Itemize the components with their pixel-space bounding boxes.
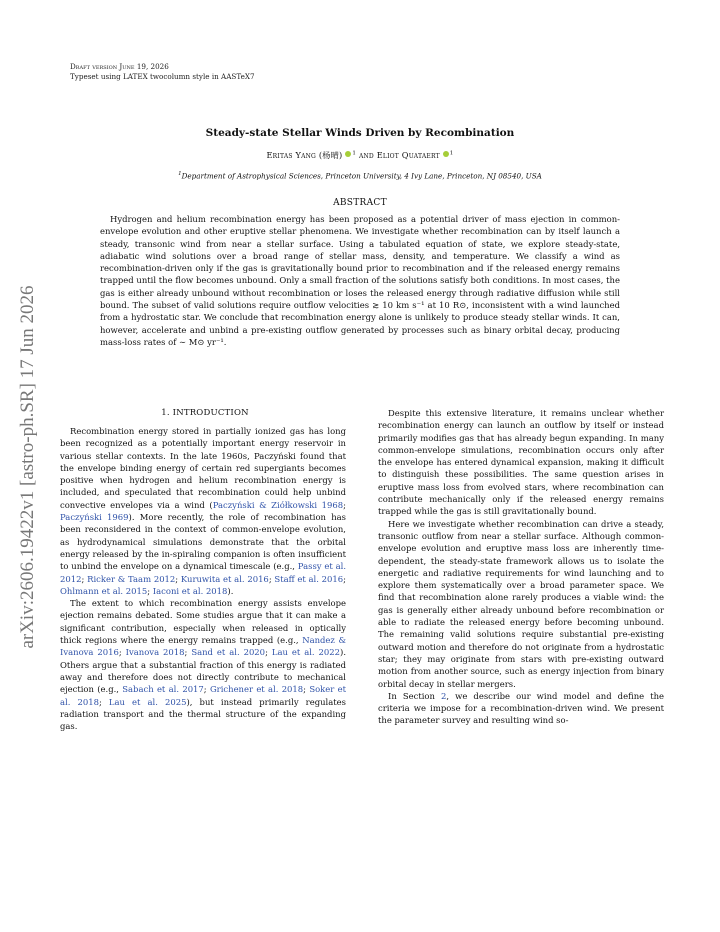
draft-version-line: Draft version June 19, 2026 (70, 62, 169, 71)
citation-link[interactable]: Lau et al. 2025 (108, 696, 187, 707)
abstract-heading: ABSTRACT (333, 198, 387, 208)
paragraph: The extent to which recombination energy assists envelope ejection remains debated. Some studies argue that it can make a significant contribution, especially when released in optically thick regions where the energy remains trapped (e.g., Nandez & Ivanova 2016; Ivanova 2018; Sand et al. 2020; Lau et al. 2022). Others argue that a substantial fraction of this energy is radiated away and therefore does not directly contribute to mechanical ejection (e.g., Sabach et al. 2017; Grichener et al. 2018; Soker et al. 2018; Lau et al. 2025), but instead primarily regulates radiation transport and the thermal structure of the expanding gas. (60, 598, 347, 732)
citation-link[interactable]: Grichener et al. 2018 (209, 684, 304, 695)
paragraph: Here we investigate whether recombination can drive a steady, transonic outflow from near a stellar surface. Although common-envelope evolution and eruptive mass loss are inherently time-dependent, the steady-state framework allows us to isolate the energetic and radiative requirements for wind launching and to explore them systematically over a broad parameter space. We find that recombination alone rarely produces a viable wind: the gas is generally either already unbound before recombination or able to radiate the released energy before becoming unbound. The remaining valid solutions require substantial pre-existing outward motion and therefore do not originate from a hydrostatic star; they may originate from stars with pre-existing outward motion from another source, such as energy injection from binary orbital decay in stellar mergers. (378, 518, 664, 689)
citation-link[interactable]: Ivanova 2018 (125, 647, 185, 658)
author-1: Eritas Yang (杨晴) (266, 150, 343, 160)
author-2: Eliot Quataert (376, 150, 440, 160)
section-heading: 1. INTRODUCTION (161, 408, 249, 418)
citation-link[interactable]: Nandez & Ivanova 2016 (60, 635, 346, 658)
abstract-body: Hydrogen and helium recombination energy has been proposed as a potential driver of mass ejection in common-envelope evolution and other eruptive stellar phenomena. We investigate whether recombination can by itself launch a steady, transonic wind from near a stellar surface. Using a tabulated equation of state, we explore steady-state, adiabatic wind solutions over a broad range of stellar mass, density, and temperature. We classify a wind as recombination-driven only if the gas is gravitationally bound prior to recombination and if the released energy remains trapped until the flow becomes unbound. Only a small fraction of the solutions satisfy both conditions. In most cases, the gas is either already unbound without recombination or loses the released energy through radiative diffusion while still bound. The subset of valid solutions require outflow velocities ≳ 10 km s⁻¹ at 10 R⊙, inconsistent with a wind launched from a hydrostatic star. We conclude that recombination energy alone is unlikely to produce steady stellar winds. It can, however, accelerate and unbind a pre-existing outflow generated by processes such as binary orbital decay, producing mass-loss rates of ∼ M⊙ yr⁻¹. (100, 214, 620, 347)
right-column (378, 407, 664, 727)
paragraph: In Section 2, we describe our wind model and define the criteria we impose for a recombination-driven wind. We present the parameter survey and resulting wind so- (378, 690, 665, 726)
paragraph: Despite this extensive literature, it remains unclear whether recombination energy can launch an outflow by itself or instead primarily modifies gas that has already begun expanding. In many common-envelope simulations, recombination occurs only after the envelope has entered dynamical expansion, making it difficult to distinguish these possibilities. The same question arises in eruptive mass loss from evolved stars, where recombination can contribute mechanically only if the released energy remains trapped while the gas is still gravitationally bound. (378, 408, 664, 517)
citation-link[interactable]: Iaconi et al. 2018 (152, 585, 228, 596)
citation-link[interactable]: Paczyński & Ziółkowski 1968 (212, 499, 344, 510)
affiliation: $^1$Department of Astrophysical Sciences, Princeton University, 4 Ivy Lane, Princeton, NJ 08540, USA (178, 171, 542, 181)
paragraph: Recombination energy stored in partially ionized gas has long been recognized as a potentially important energy reservoir in various stellar contexts. In the late 1960s, Paczyński found that the envelope binding energy of certain red supergiants becomes positive when hydrogen and helium recombination energy is included, and speculated that recombination could help unbind convective envelopes via a wind (Paczyński & Ziółkowski 1968; Paczyński 1969). More recently, the role of recombination has been reconsidered in the context of common-envelope evolution, as hydrodynamical simulations demonstrate that the orbital energy released by the in-spiraling companion is often insufficient to unbind the envelope on a dynamical timescale (e.g., Passy et al. 2012; Ricker & Taam 2012; Kuruwita et al. 2016; Staff et al. 2016; Ohlmann et al. 2015; Iaconi et al. 2018). (60, 426, 346, 596)
citation-link[interactable]: Ricker & Taam 2012 (87, 573, 176, 584)
citation-link[interactable]: Lau et al. 2022 (271, 647, 341, 658)
citation-link[interactable]: Sabach et al. 2017 (122, 684, 204, 695)
citation-link[interactable]: Paczyński 1969 (60, 512, 129, 523)
paper-title: Steady-state Stellar Winds Driven by Recombination (205, 127, 515, 139)
orcid-icon[interactable] (443, 151, 449, 157)
author-line: Eritas Yang (杨晴) $^1$ and Eliot Quataert $^1$ (266, 150, 454, 160)
citation-link[interactable]: Soker et al. 2018 (60, 684, 346, 707)
citation-link[interactable]: Staff et al. 2016 (274, 573, 344, 584)
citation-link[interactable]: Sand et al. 2020 (191, 647, 266, 658)
left-column (60, 425, 346, 732)
section-reference-link[interactable]: 2 (441, 690, 447, 701)
typeset-line: Typeset using LATEX twocolumn style in AASTeX7 (70, 72, 255, 81)
citation-link[interactable]: Ohlmann et al. 2015 (60, 585, 148, 596)
orcid-icon[interactable] (345, 151, 351, 157)
author-conjunction: and (358, 150, 374, 160)
arxiv-sidebar-stamp (8, 232, 48, 702)
arxiv-identifier: arXiv:2606.19422v1 [astro-ph.SR] 17 Jun 2026 (17, 285, 38, 649)
citation-link[interactable]: Kuruwita et al. 2016 (180, 573, 269, 584)
citation-link[interactable]: Passy et al. 2012 (60, 561, 346, 584)
